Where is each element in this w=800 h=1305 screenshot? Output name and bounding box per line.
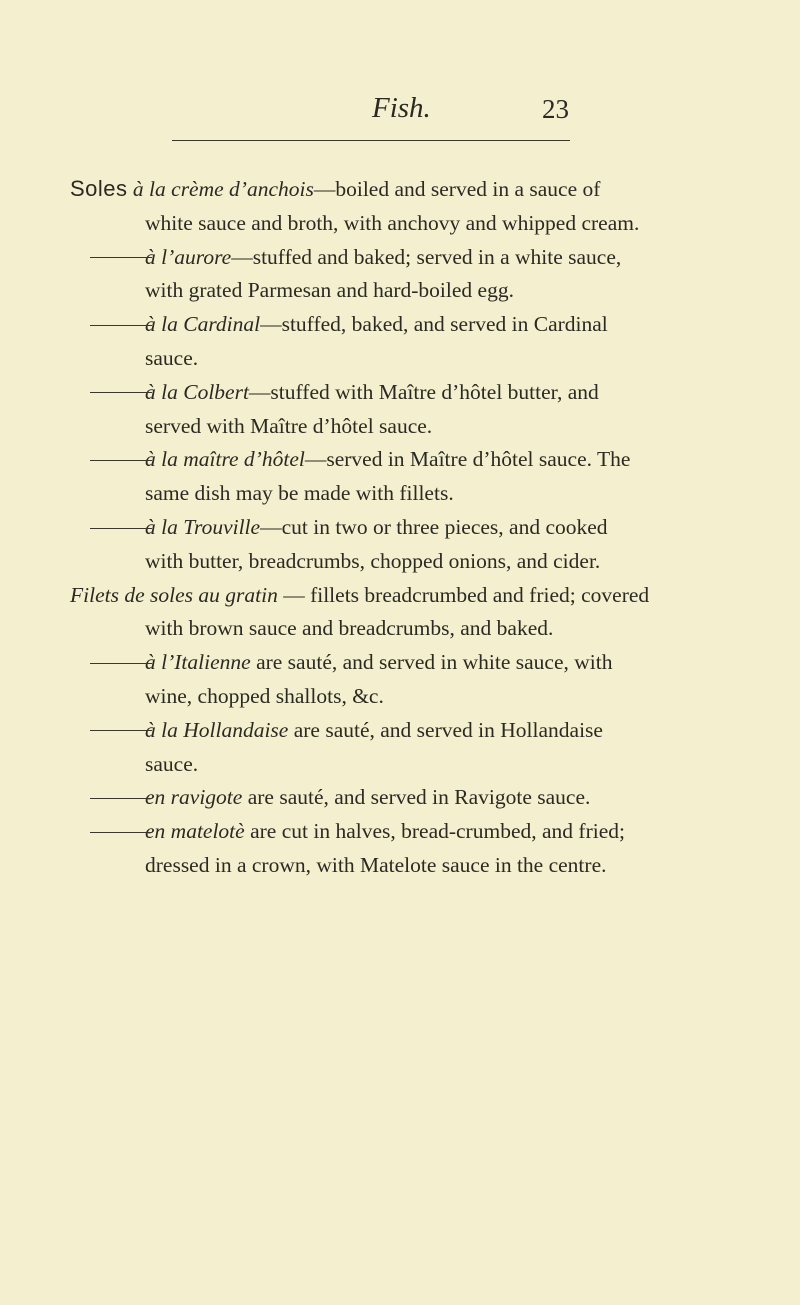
entry-text: are sauté, and served in white sauce, with wine, chopped shallots, &c. bbox=[145, 650, 613, 708]
entry-text: —boiled and served in a sauce of white sauce and broth, with anchovy and whipped cream. bbox=[145, 177, 640, 235]
entry-text: —stuffed, baked, and served in Cardinal sauce. bbox=[145, 312, 608, 370]
list-item bbox=[0, 241, 650, 309]
entry-text: —served in Maître d’hôtel sauce. The same dish may be made with fillets. bbox=[145, 447, 631, 506]
page-number: 23 bbox=[542, 94, 569, 124]
ditto-dash bbox=[90, 528, 152, 529]
entry-text: are sauté, and served in Ravigote sauce. bbox=[242, 785, 591, 810]
list-item bbox=[0, 646, 650, 714]
ditto-dash bbox=[90, 392, 152, 393]
entry-text: are sauté, and served in Hollandaise sauce. bbox=[145, 717, 603, 776]
ditto-dash bbox=[90, 325, 152, 326]
page-header bbox=[0, 92, 800, 152]
list-item bbox=[0, 714, 650, 782]
entry-headword: Soles bbox=[70, 176, 128, 201]
entry-term: Filets de soles au gratin bbox=[70, 582, 278, 607]
entry-term: à la Hollandaise bbox=[145, 717, 289, 742]
entry-term: à la Cardinal bbox=[145, 312, 261, 337]
entry-term: à la Colbert bbox=[145, 379, 249, 404]
ditto-dash bbox=[90, 832, 152, 833]
header-rule bbox=[172, 140, 570, 141]
ditto-dash bbox=[90, 460, 152, 461]
list-item bbox=[0, 443, 650, 511]
list-item bbox=[0, 579, 650, 647]
entry-term: à l’aurore bbox=[145, 244, 232, 269]
list-item bbox=[0, 815, 650, 883]
recipe-list bbox=[0, 172, 800, 883]
entry-term: à la crème d’anchois bbox=[132, 177, 314, 201]
list-item bbox=[0, 376, 650, 444]
entry-term: à l’Italienne bbox=[145, 650, 251, 675]
ditto-dash bbox=[90, 730, 152, 731]
entry-term: à la maître d’hôtel bbox=[145, 447, 305, 472]
list-item bbox=[0, 511, 650, 579]
ditto-dash bbox=[90, 663, 152, 664]
list-item bbox=[0, 781, 650, 815]
entry-text: —cut in two or three pieces, and cooked with butter, breadcrumbs, chopped onions, and cider. bbox=[145, 514, 608, 573]
entry-text: — fillets breadcrumbed and fried; covered with brown sauce and breadcrumbs, and baked. bbox=[145, 582, 650, 641]
entry-term: en ravigote bbox=[145, 785, 243, 810]
entry-text: —stuffed with Maître d’hôtel butter, and served with Maître d’hôtel sauce. bbox=[145, 379, 599, 438]
entry-text: are cut in halves, bread-crumbed, and fried; dressed in a crown, with Matelote sauce in the centre. bbox=[145, 819, 625, 877]
entry-term: en matelotè bbox=[145, 819, 245, 844]
entry-term: à la Trouville bbox=[145, 514, 261, 539]
entry-text: —stuffed and baked; served in a white sauce, with grated Parmesan and hard-boiled egg. bbox=[145, 244, 622, 303]
ditto-dash bbox=[90, 257, 152, 258]
list-item bbox=[0, 308, 650, 376]
list-item bbox=[0, 172, 650, 241]
running-title: Fish. bbox=[372, 92, 431, 124]
ditto-dash bbox=[90, 798, 152, 799]
